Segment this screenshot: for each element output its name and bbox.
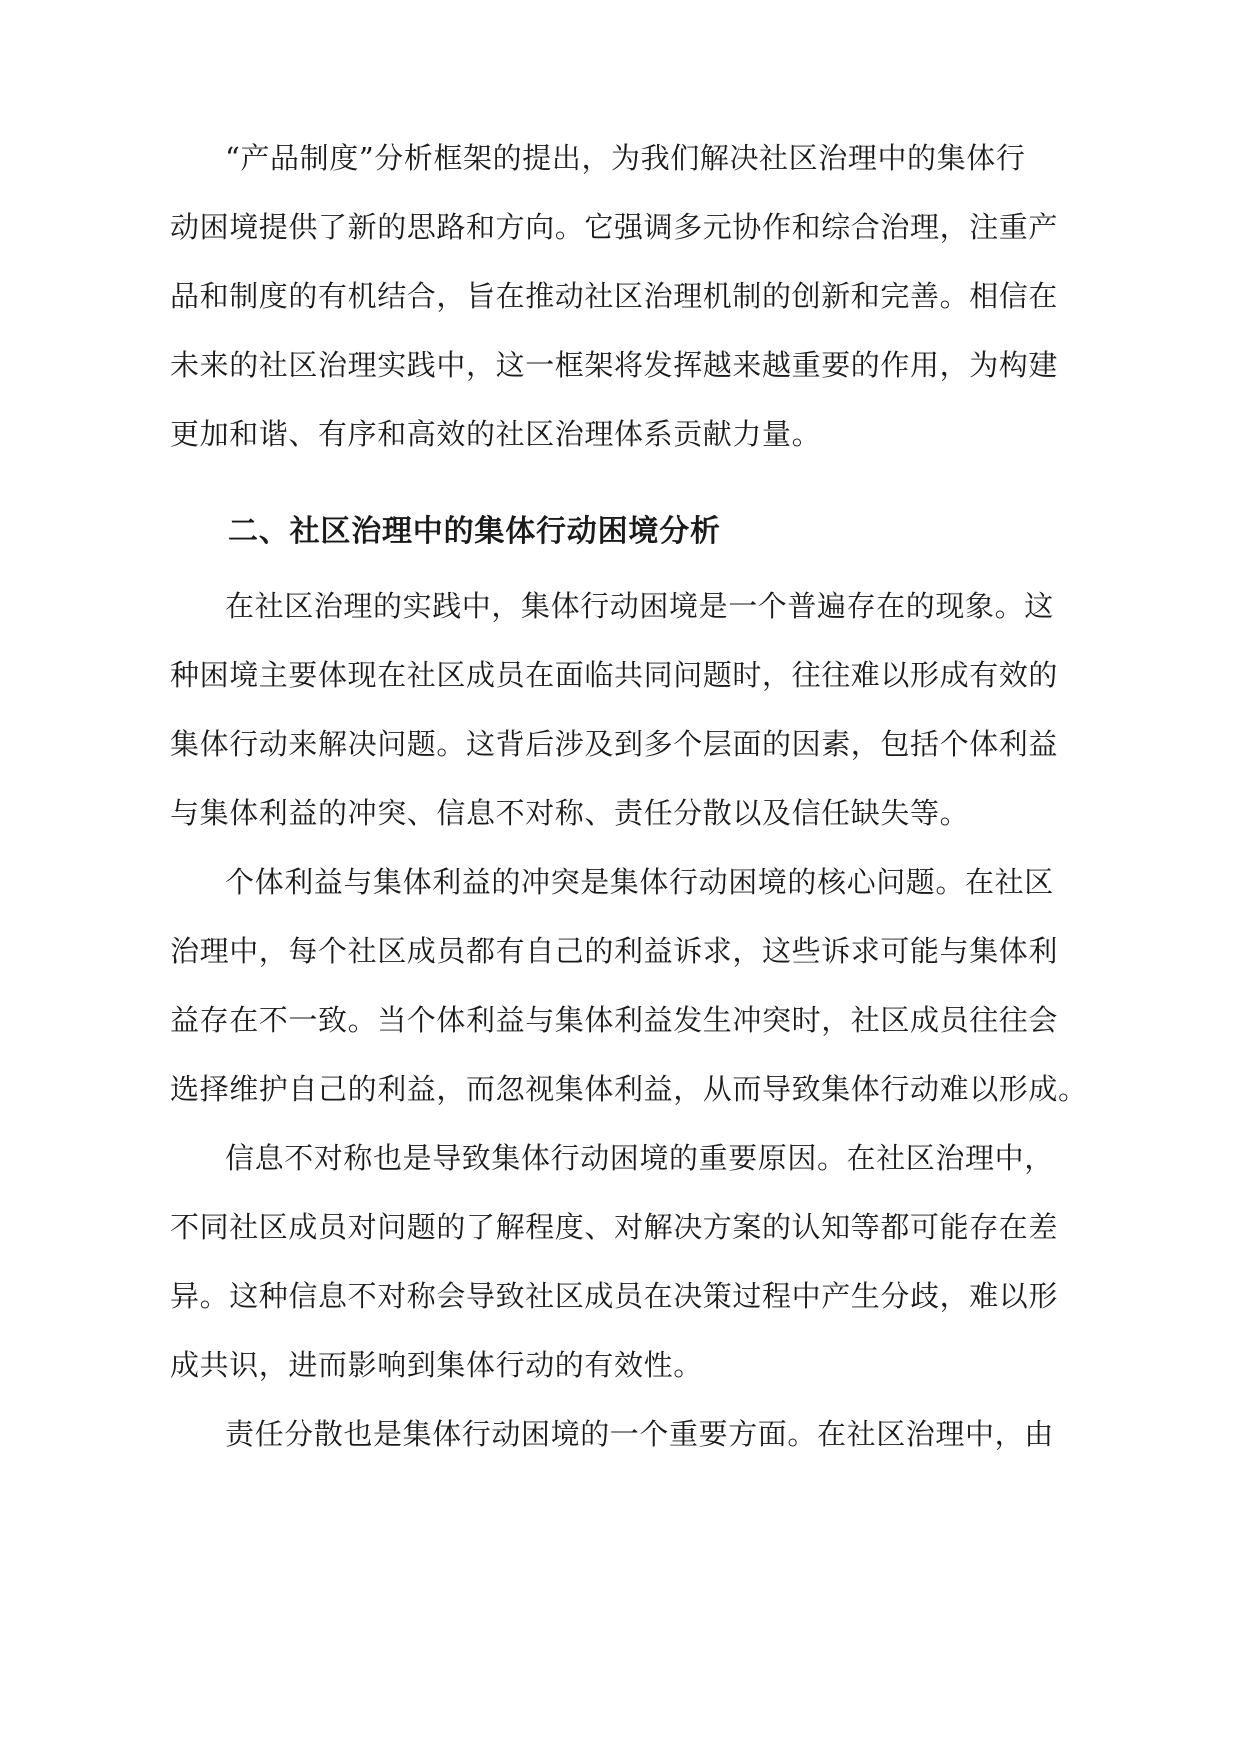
paragraph-2-line-2: 治理中，每个社区成员都有自己的利益诉求，这些诉求可能与集体利 [170,934,1059,968]
paragraph-1-line-3: 集体行动来解决问题。这背后涉及到多个层面的因素，包括个体利益 [170,727,1059,761]
intro-line-3: 品和制度的有机结合，旨在推动社区治理机制的创新和完善。相信在 [170,279,1059,313]
intro-line-4: 未来的社区治理实践中，这一框架将发挥越来越重要的作用，为构建 [170,348,1059,382]
paragraph-2-line-4: 选择维护自己的利益，而忽视集体利益，从而导致集体行动难以形成。 [170,1072,1088,1106]
paragraph-2-line-3: 益存在不一致。当个体利益与集体利益发生冲突时，社区成员往往会 [170,1003,1059,1037]
paragraph-3-line-4: 成共识，进而影响到集体行动的有效性。 [170,1348,703,1382]
intro-line-1: “产品制度”分析框架的提出，为我们解决社区治理中的集体行 [225,141,1026,175]
paragraph-3-line-1: 信息不对称也是导致集体行动困境的重要原因。在社区治理中， [225,1141,1054,1175]
paragraph-1-line-4: 与集体利益的冲突、信息不对称、责任分散以及信任缺失等。 [170,796,970,830]
paragraph-3-line-2: 不同社区成员对问题的了解程度、对解决方案的认知等都可能存在差 [170,1210,1059,1244]
paragraph-4-line-1: 责任分散也是集体行动困境的一个重要方面。在社区治理中，由 [225,1417,1054,1451]
paragraph-2-line-1: 个体利益与集体利益的冲突是集体行动困境的核心问题。在社区 [225,865,1054,899]
section-heading: 二、社区治理中的集体行动困境分析 [228,514,721,549]
paragraph-1-line-1: 在社区治理的实践中，集体行动困境是一个普遍存在的现象。这 [225,589,1054,623]
paragraph-3-line-3: 异。这种信息不对称会导致社区成员在决策过程中产生分歧，难以形 [170,1279,1059,1313]
intro-line-2: 动困境提供了新的思路和方向。它强调多元协作和综合治理，注重产 [170,210,1059,244]
intro-line-5: 更加和谐、有序和高效的社区治理体系贡献力量。 [170,417,822,451]
paragraph-1-line-2: 种困境主要体现在社区成员在面临共同问题时，往往难以形成有效的 [170,658,1059,692]
